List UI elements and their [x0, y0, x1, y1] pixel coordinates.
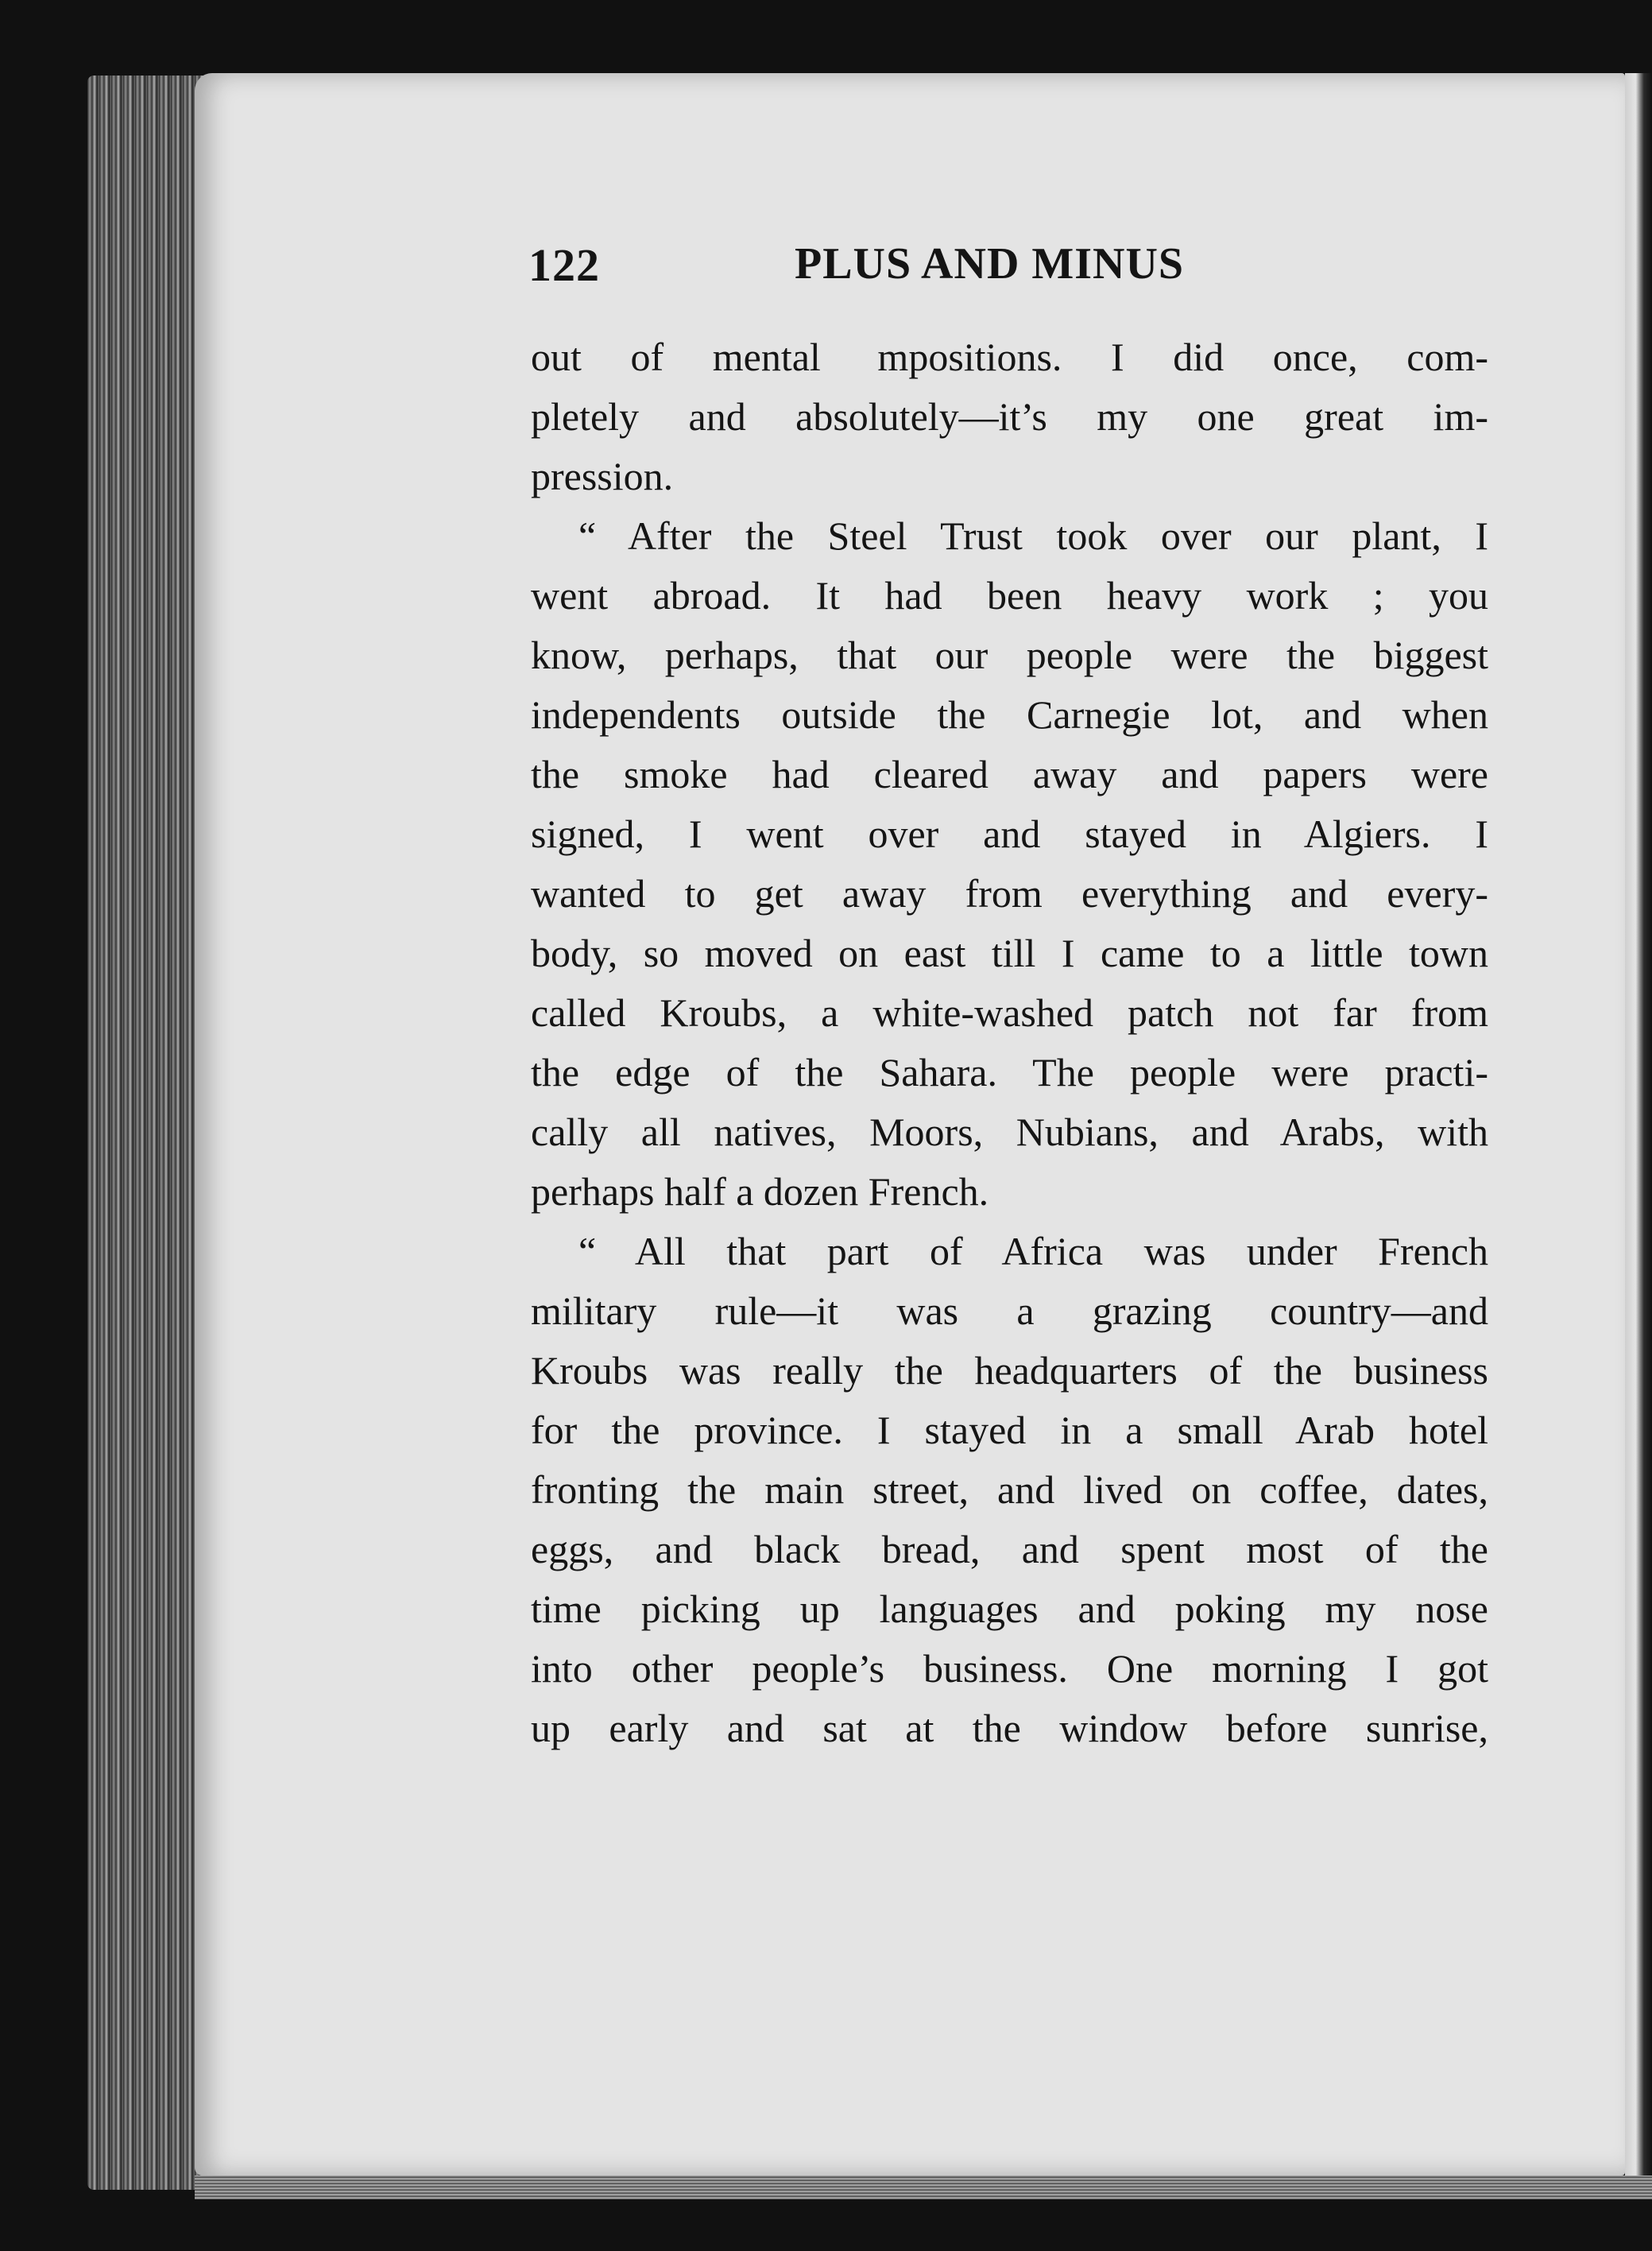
page-header [528, 238, 1212, 302]
text-line: the smoke had cleared away and papers were [531, 752, 1488, 796]
text-line: pression. [531, 454, 674, 498]
text-line: independents outside the Carnegie lot, and when [531, 692, 1488, 737]
book-bottom-edge [195, 2175, 1652, 2199]
text-line: the edge of the Sahara. The people were practi- [531, 1050, 1488, 1095]
text-line: “ All that part of Africa was under French [578, 1229, 1488, 1273]
text-line: wanted to get away from everything and every- [531, 871, 1488, 916]
text-line: up early and sat at the window before sunrise, [531, 1706, 1488, 1750]
text-line: went abroad. It had been heavy work ; you [531, 573, 1488, 618]
text-line: signed, I went over and stayed in Algiers. I [531, 812, 1488, 856]
text-line: pletely and absolutely—it’s my one great im- [531, 394, 1488, 439]
text-line: called Kroubs, a white-washed patch not far from [531, 990, 1488, 1035]
text-line: for the province. I stayed in a small Arab hotel [531, 1408, 1488, 1452]
text-line: body, so moved on east till I came to a little town [531, 931, 1488, 975]
page-number: 122 [528, 239, 600, 291]
book-right-edge [1625, 73, 1652, 2175]
text-line: time picking up languages and poking my nose [531, 1587, 1488, 1631]
text-line: eggs, and black bread, and spent most of the [531, 1527, 1488, 1571]
text-line: military rule—it was a grazing country—and [531, 1288, 1488, 1333]
body-text [531, 327, 1488, 1758]
text-line: fronting the main street, and lived on coffee, dates, [531, 1467, 1488, 1512]
running-head: PLUS AND MINUS [795, 239, 1185, 289]
text-line: cally all natives, Moors, Nubians, and Arabs, with [531, 1110, 1488, 1154]
text-line: Kroubs was really the headquarters of the business [531, 1348, 1488, 1393]
text-line: out of mental mpositions. I did once, com- [531, 335, 1488, 379]
text-line: into other people’s business. One morning I got [531, 1646, 1488, 1691]
text-line: know, perhaps, that our people were the biggest [531, 633, 1488, 677]
text-line: perhaps half a dozen French. [531, 1169, 989, 1214]
text-line: “ After the Steel Trust took over our plant, I [578, 513, 1488, 558]
